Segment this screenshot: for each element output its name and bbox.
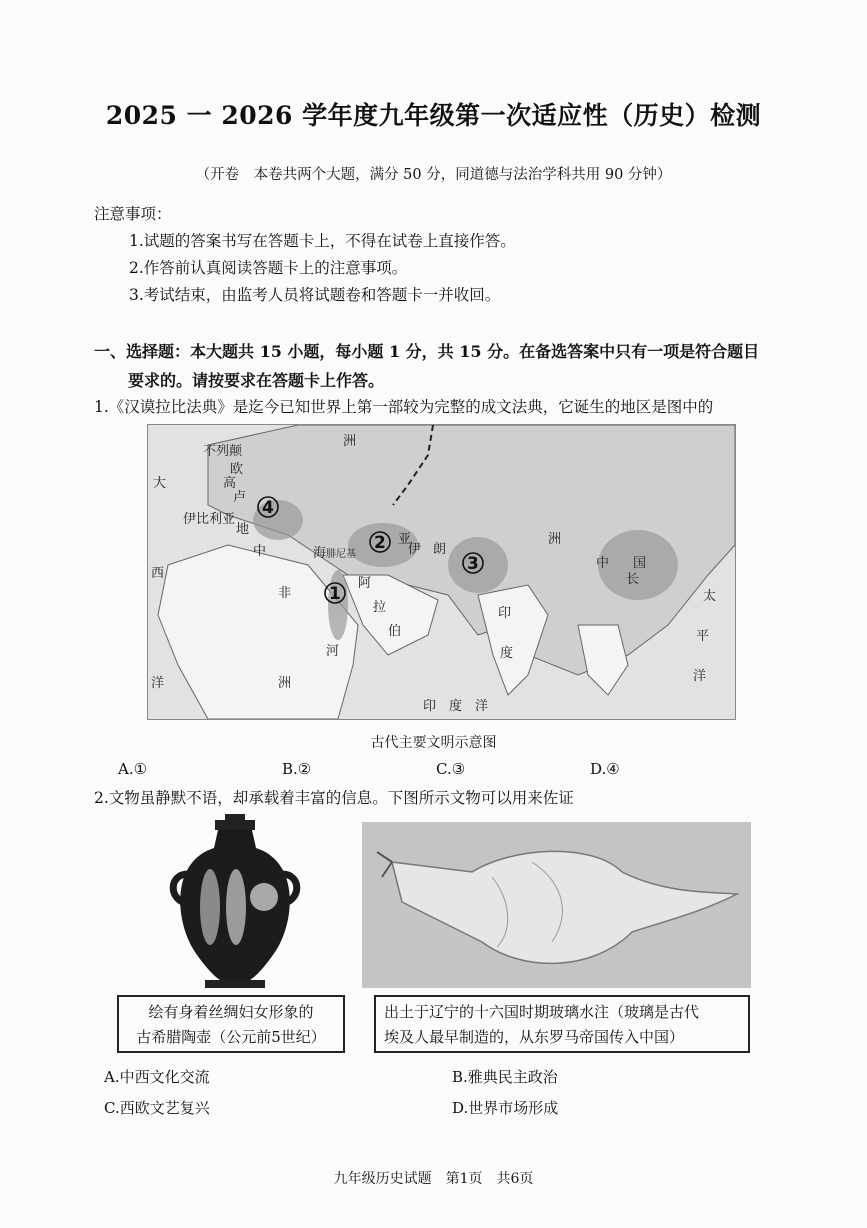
q2-option-a: A.中西文化交流 bbox=[104, 1068, 210, 1086]
page-footer: 九年级历史试题 第1页 共6页 bbox=[333, 1171, 534, 1187]
map-label: 卢 bbox=[233, 490, 247, 505]
section-heading-cont: 要求的。请按要求在答题卡上作答。 bbox=[128, 371, 385, 390]
greek-vase-image bbox=[160, 812, 310, 990]
map-label: 高 bbox=[223, 476, 237, 491]
map-label: 阿 bbox=[358, 576, 372, 591]
section-heading: 一、选择题：本大题共 15 小题，每小题 1 分，共 15 分。在备选答案中只有一项是符合题目 bbox=[94, 342, 760, 361]
question-2-stem: 2.文物虽静默不语，却承载着丰富的信息。下图所示文物可以用来佐证 bbox=[94, 789, 574, 807]
civilization-map bbox=[147, 424, 736, 720]
map-label-continent: 洲 bbox=[343, 434, 357, 449]
map-label: 地 bbox=[236, 522, 250, 537]
note-item: 3.考试结束，由监考人员将试题卷和答题卡一并收回。 bbox=[129, 286, 501, 304]
map-label: 长 bbox=[626, 572, 640, 587]
glass-caption-line: 埃及人最早制造的，从东罗马帝国传入中国） bbox=[384, 1028, 685, 1046]
map-label: 西 bbox=[151, 566, 165, 581]
q1-option-c: C.③ bbox=[436, 760, 466, 778]
marker-4-label: 4 bbox=[262, 498, 274, 518]
q2-option-c: C.西欧文艺复兴 bbox=[104, 1099, 210, 1117]
q1-option-a: A.① bbox=[118, 760, 148, 778]
q2-option-b: B.雅典民主政治 bbox=[452, 1068, 558, 1086]
map-label: 河 bbox=[326, 644, 340, 659]
map-label: 度 bbox=[500, 646, 514, 661]
vase-caption-line: 绘有身着丝绸妇女形象的 bbox=[148, 1003, 314, 1021]
map-label: 中 bbox=[253, 544, 267, 559]
map-label-china: 国 bbox=[633, 556, 647, 571]
map-label: 洲 bbox=[548, 532, 562, 547]
glass-vessel-image bbox=[362, 822, 751, 988]
question-1-stem: 1.《汉谟拉比法典》是迄今已知世界上第一部较为完整的成文法典，它诞生的地区是图中的 bbox=[94, 398, 714, 416]
map-label: 印 bbox=[498, 606, 512, 621]
map-label-europe: 欧 bbox=[230, 462, 244, 477]
vase-caption-line: 古希腊陶壶（公元前5世纪） bbox=[136, 1028, 326, 1046]
map-label-china: 中 bbox=[596, 556, 610, 571]
vase-caption-box bbox=[117, 995, 345, 1053]
map-caption: 古代主要文明示意图 bbox=[370, 735, 497, 751]
map-label: 洲 bbox=[278, 676, 292, 691]
notes-heading: 注意事项： bbox=[94, 205, 172, 223]
page-title: 2025 一 2026 学年度九年级第一次适应性（历史）检测 bbox=[105, 101, 762, 130]
q1-option-d: D.④ bbox=[590, 760, 620, 778]
map-label: 洋 bbox=[693, 669, 707, 684]
q2-option-d: D.世界市场形成 bbox=[452, 1099, 559, 1117]
map-label: 平 bbox=[696, 629, 710, 644]
note-item: 2.作答前认真阅读答题卡上的注意事项。 bbox=[129, 259, 408, 277]
map-label-ocean: 大 bbox=[153, 476, 167, 491]
map-label: 伯 bbox=[388, 624, 402, 639]
exam-info: （开卷 本卷共两个大题，满分 50 分，同道德与法治学科共用 90 分钟） bbox=[195, 167, 672, 183]
map-label: 亚 bbox=[398, 532, 412, 547]
map-label-iberia: 伊比利亚 bbox=[183, 512, 236, 527]
note-item: 1.试题的答案书写在答题卡上，不得在试卷上直接作答。 bbox=[129, 232, 516, 250]
q1-option-b: B.② bbox=[282, 760, 312, 778]
map-label-indian-ocean: 印 度 洋 bbox=[423, 699, 489, 714]
map-label: 朗 bbox=[433, 542, 447, 557]
map-label: 伊 bbox=[408, 542, 422, 557]
map-drawing bbox=[148, 425, 735, 719]
map-label: 腓尼基 bbox=[326, 549, 356, 560]
map-label-britain: 不列颠 bbox=[203, 444, 243, 459]
glass-caption-line: 出土于辽宁的十六国时期玻璃水注（玻璃是古代 bbox=[384, 1003, 700, 1021]
map-label: 海 bbox=[313, 546, 327, 561]
marker-3-label: 3 bbox=[467, 554, 479, 574]
map-label: 洋 bbox=[151, 676, 165, 691]
map-label: 太 bbox=[703, 589, 717, 604]
map-label: 拉 bbox=[373, 600, 387, 615]
marker-1-label: 1 bbox=[329, 584, 341, 604]
map-label-africa: 非 bbox=[278, 586, 292, 601]
glass-caption-box bbox=[374, 995, 750, 1053]
marker-2-label: 2 bbox=[374, 533, 386, 553]
